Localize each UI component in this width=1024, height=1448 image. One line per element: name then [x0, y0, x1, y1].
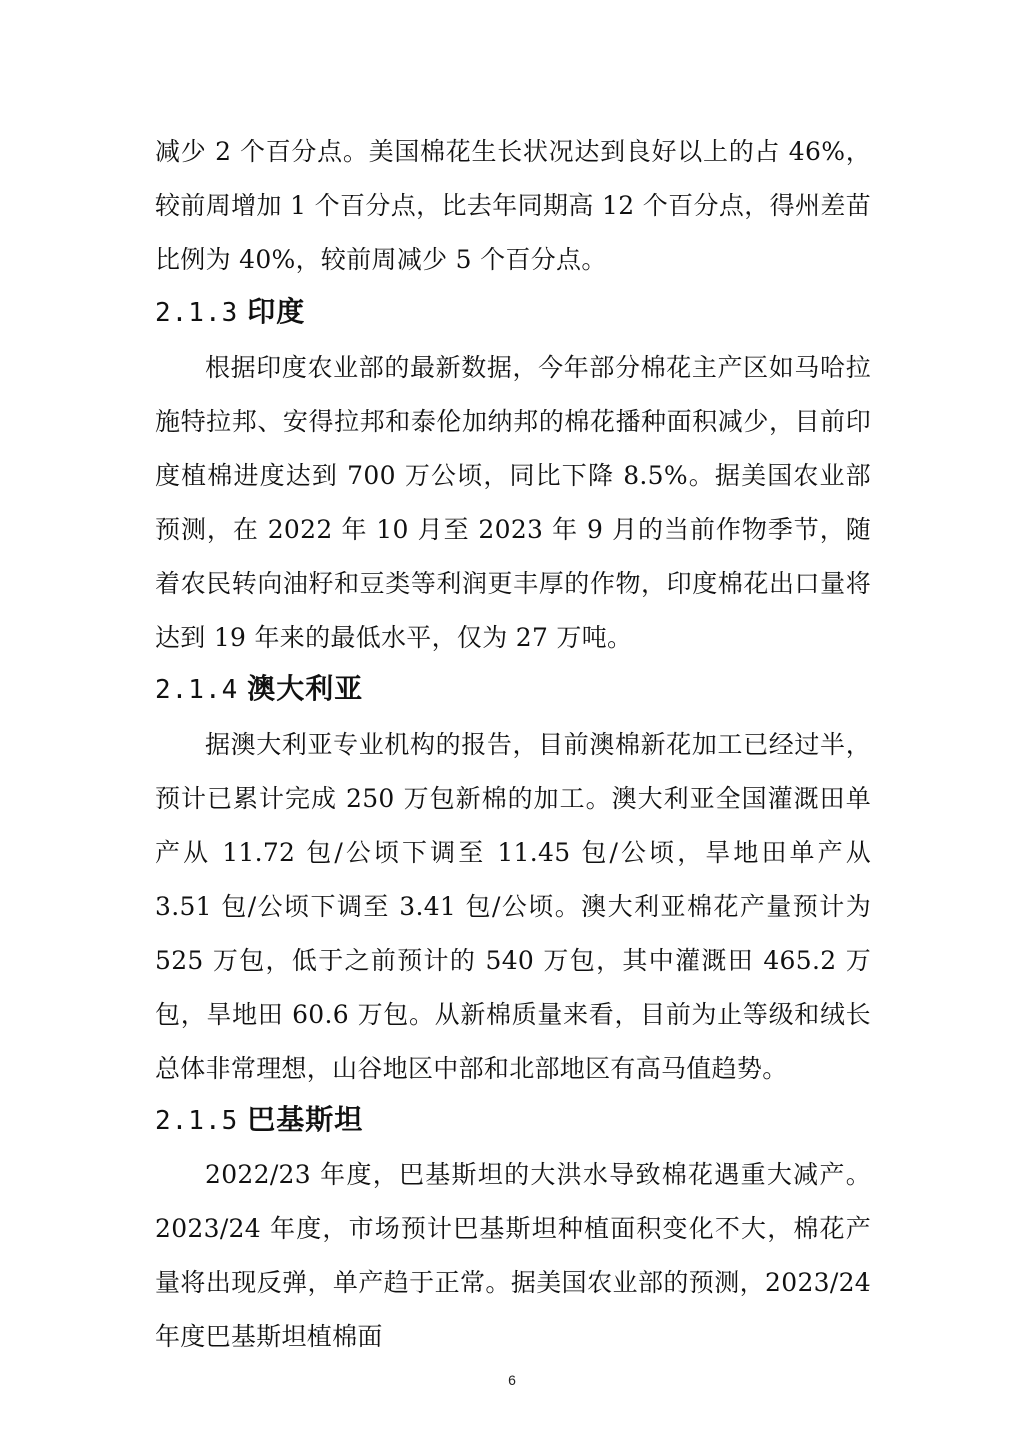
section-heading-india: [155, 292, 305, 333]
section-title: 澳大利亚: [247, 672, 364, 705]
section-title: 印度: [247, 295, 306, 328]
paragraph-us-cotton-condition: 减少 2 个百分点。美国棉花生长状况达到良好以上的占 46%，较前周增加 1 个百分点，比去年同期高 12 个百分点，得州差苗比例为 40%，较前周减少 5 个百分点。: [155, 137, 871, 274]
section-number: 2.1.5: [155, 1106, 239, 1136]
page-number: 6: [508, 1372, 516, 1388]
section-heading-australia: [155, 669, 363, 710]
section-number: 2.1.4: [155, 675, 239, 705]
section-heading-pakistan: [155, 1100, 363, 1141]
section-title: 巴基斯坦: [247, 1103, 364, 1136]
paragraph-australia: 据澳大利亚专业机构的报告，目前澳棉新花加工已经过半，预计已累计完成 250 万包新棉的加工。澳大利亚全国灌溉田单产从 11.72 包/公顷下调至 11.45 包/公顷，旱地田单产从 3.51 包/公顷下调至 3.41 包/公顷。澳大利亚棉花产量预计为 525 万包，低于之前预计的 540 万包，其中灌溉田 465.2 万包，旱地田 60.6 万包。从新棉质量来看，目前为止等级和绒长总体非常理想，山谷地区中部和北部地区有高马值趋势。: [155, 730, 871, 1083]
section-number: 2.1.3: [155, 298, 239, 328]
paragraph-india: 根据印度农业部的最新数据，今年部分棉花主产区如马哈拉施特拉邦、安得拉邦和泰伦加纳邦的棉花播种面积减少，目前印度植棉进度达到 700 万公顷，同比下降 8.5%。据美国农业部预测，在 2022 年 10 月至 2023 年 9 月的当前作物季节，随着农民转向油籽和豆类等利润更丰厚的作物，印度棉花出口量将达到 19 年来的最低水平，仅为 27 万吨。: [155, 353, 871, 652]
paragraph-pakistan: 2022/23 年度，巴基斯坦的大洪水导致棉花遇重大减产。2023/24 年度，市场预计巴基斯坦种植面积变化不大，棉花产量将出现反弹，单产趋于正常。据美国农业部的预测，2023/24 年度巴基斯坦植棉面: [155, 1160, 871, 1351]
